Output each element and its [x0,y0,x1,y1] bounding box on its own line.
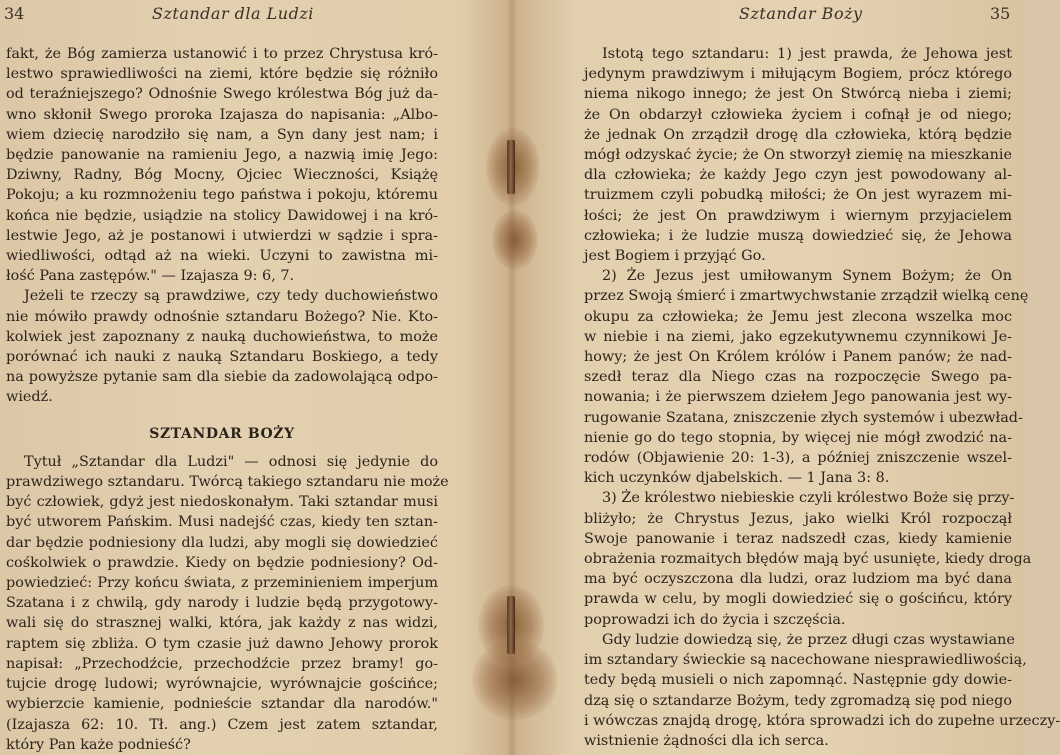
text-line: kolwiek jest zapoznany z nauką duchowieństwa, to może [6,328,438,345]
text-line: okupu za człowieka; że Jemu jest zlecona wszelka moc [584,308,1012,325]
text-line: będzie panowanie na ramieniu Jego, a nazwią imię Jego: [6,147,438,164]
text-line: i wówczas znajdą drogę, która sprowadzi ich do zupełne urzeczy- [584,712,1060,729]
text-line: tedy będą musieli o nich zapomnąć. Następnie gdy dowie- [584,672,1012,689]
right-paragraph-2 [584,266,1029,488]
text-line: dla człowieka; że każdy Jego czyn jest powodowany al- [584,167,1012,184]
text-line: szedł teraz dla Niego czas na rozpoczęcie Swego pa- [584,369,1012,386]
text-line: nowania; i że pierwszem dziełem Jego panowania jest wy- [584,389,1012,406]
text-line: poprowadzi ich do życia i szczęścia. [584,611,846,628]
right-page-body [584,44,1060,751]
text-line: 3) Że królestwo niebieskie czyli królestwo Boże się przy- [602,490,1015,507]
text-line: łość Pana zastępów." — Izajasza 9: 6, 7. [6,268,295,285]
text-line: cośkolwiek o prawdzie. Kiedy on będzie podniesiony? Od- [6,554,438,571]
left-page [0,0,510,755]
text-line: od teraźniejszego? Odnośnie Swego królestwa Bóg już da- [6,86,438,103]
text-line: tujcie drogę ludowi; wyrównajcie, wyrównajcie gościńce; [6,676,438,693]
text-line: Dziwny, Radny, Bóg Mocny, Ojciec Wieczności, Książę [6,167,438,184]
text-line: wiedź. [6,389,53,406]
left-running-head: Sztandar dla Ludzi [152,4,314,23]
text-line: być człowiek, gdyż jest niedoskonałym. Taki sztandar musi [6,494,438,511]
text-line: wybierzcie kamienie, podnieście sztandar dla narodów." [6,696,438,713]
text-line: truizmem czyli pobudką miłości; że On jest wyrazem mi- [584,187,1012,204]
text-line: wiem dziecię narodziło się nam, a Syn dany jest nam; i [6,126,438,143]
text-line: Pokoju; a ku rozmnożeniu tego państwa i pokoju, któremu [6,187,438,204]
left-paragraph-2 [6,286,438,407]
text-line: dar będzie podniesiony dla ludzi, aby mogli się dowiedzieć [6,534,438,551]
text-line: że On obdarzył człowieka życiem i cofnął je od niego; [584,106,1012,123]
text-line: im sztandary świeckie są nacechowane niesprawiedliwością, [584,652,1027,669]
text-line: napisał: „Przechodźcie, przechodźcie przez bramy! go- [6,655,438,672]
text-line: Tytuł „Sztandar dla Ludzi" — odnosi się jedynie do [24,453,438,470]
text-line: wno skłonił Swego proroka Izajasza do napisania: „Albo- [6,106,438,123]
text-line: człowieka; i że ludzie muszą dowiedzieć się, że Jehowa [584,227,1012,244]
left-page-body [6,44,449,755]
right-paragraph-1 [584,44,1012,266]
text-line: porównać ich nauki z nauką Sztandaru Boskiego, a tedy [6,349,438,366]
text-line: wali się do strasznej walki, która, jak każdy z nas widzi, [6,615,438,632]
text-line: prawdziwego sztandaru. Twórcą takiego sztandaru nie może [6,474,449,491]
text-line: który Pan każe podnieść? [6,736,191,753]
left-paragraph-3 [6,452,449,755]
text-line: jest Bogiem i przyjąć Go. [584,248,766,265]
text-line: Szatana i z chwilą, gdy narody i ludzie będą przygotowy- [6,595,438,612]
left-page-number: 34 [4,4,25,23]
right-page-number: 35 [990,4,1011,23]
text-line: dzą się o sztandarze Bożym, tedy zgromadzą się pod niego [584,692,1012,709]
text-line: wiedliwości, odtąd aż na wieki. Uczyni to zawistna mi- [6,248,438,265]
text-line: prawda w celu, by mogli dowiedzieć się o gościńcu, który [584,591,1012,608]
text-line: rugowanie Szatana, zniszczenie złych systemów i ubezwład- [584,409,1023,426]
text-line: przez Swoją śmierć i zmartwychwstanie zrządził wielką cenę [584,288,1029,305]
text-line: niema nikogo innego; że jest On Stwórcą nieba i ziemi; [584,86,1012,103]
text-line: końca nie będzie, usiądzie na stolicy Dawidowej i na kró- [6,207,438,224]
text-line: być utworem Pańskim. Musi nadejść czas, kiedy ten sztan- [6,514,438,531]
text-line: jedynym prawdziwym i miłującym Bogiem, prócz którego [584,66,1012,83]
text-line: wistnienie żądności dla ich serca. [584,732,829,749]
text-line: ma być oczyszczona dla ludzi, oraz ludziom ma być dana [584,571,1012,588]
text-line: na powyższe pytanie sam dla siebie da zadowolającą odpo- [6,369,438,386]
right-paragraph-3 [584,488,1032,629]
text-line: howy; że jest On Królem królów i Panem panów; że nad- [584,349,1012,366]
text-line: rodów (Objawienie 20: 1-3), a później zniszczenie wszel- [584,450,1012,467]
right-page [514,0,1060,755]
text-line: nie mówiło prawdy odnośnie sztandaru Bożego? Nie. Kto- [6,308,438,325]
right-running-head: Sztandar Boży [739,4,863,23]
text-line: mógł odzyskać życie; że On stworzył ziemię na mieszkanie [584,147,1012,164]
text-line: kich uczynków djabelskich. — 1 Jana 3: 8. [584,470,890,487]
text-line: Jeżeli te rzeczy są prawdziwe, czy tedy duchowieństwo [24,288,438,305]
text-line: Gdy ludzie dowiedzą się, że przez długi czas wystawiane [602,631,1015,648]
text-line: 2) Że Jezus jest umiłowanym Synem Bożym; że On [602,268,1012,285]
text-line: w niebie i na ziemi, jako egzekutywnemu czynnikowi Je- [584,328,1012,345]
text-line: raptem się zbliża. O tym czasie już dawno Jehowy prorok [6,635,438,652]
text-line: Istotą tego sztandaru: 1) jest prawda, że Jehowa jest [602,46,1012,62]
text-line: fakt, że Bóg zamierza ustanowić i to przez Chrystusa kró- [6,46,438,62]
text-line: lestwo sprawiedliwości na ziemi, które będzie się różniło [6,66,438,83]
text-line: bliżyło; że Chrystus Jezus, jako wielki Król rozpoczął [584,510,1012,527]
right-paragraph-4 [584,630,1060,751]
text-line: (Izajasza 62: 10. Tł. ang.) Czem jest zatem sztandar, [6,716,438,733]
section-heading: SZTANDAR BOŻY [149,425,295,442]
text-line: łości; że jest On prawdziwym i wiernym przyjacielem [584,207,1012,224]
text-line: lestwie Jego, aż je postanowi i utwierdzi w sądzie i spra- [6,227,438,244]
text-line: nienie go do tego stopnia, by więcej nie mógł zwodzić na- [584,429,1012,446]
text-line: powiedzieć: Przy końcu świata, z przeminieniem imperjum [6,575,438,592]
left-paragraph-1 [6,44,438,286]
text-line: obrażenia rozmaitych błędów mają być usunięte, kiedy droga [584,551,1032,568]
text-line: że jednak On zrządził drogę dla człowieka, którą będzie [584,126,1012,143]
text-line: Swoje panowanie i teraz nadszedł czas, kiedy kamienie [584,530,1012,547]
